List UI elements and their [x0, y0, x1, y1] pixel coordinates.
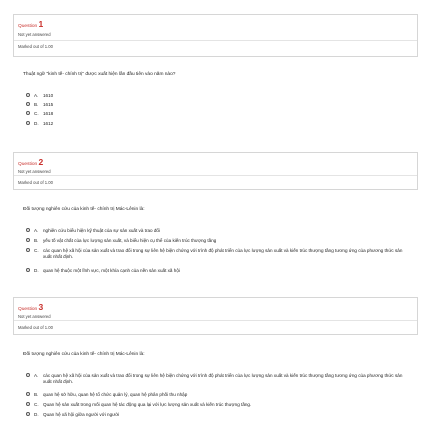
option-text: quan hệ sở hữu, quan hệ tổ chức quản lý, quan hệ phân phối thu nhập	[43, 391, 188, 397]
radio-button[interactable]	[26, 248, 30, 252]
radio-button[interactable]	[26, 121, 30, 125]
question-marks: Marked out of 1.00	[18, 325, 53, 330]
option-text: Quan hệ sản xuất trong mối quan hệ tác động qua lại với lực lượng sản xuất và kiến trúc thượng tầng.	[43, 401, 252, 407]
question-text: Đối tượng nghiên cứu của kinh tế- chính trị Mác-Lênin là:	[23, 207, 145, 212]
radio-button[interactable]	[26, 228, 30, 232]
radio-button[interactable]	[26, 102, 30, 106]
question-marks: Marked out of 1.00	[18, 180, 53, 185]
option-letter: C.	[34, 247, 39, 253]
option-letter: A.	[34, 227, 39, 233]
option-text: quan hệ thuộc một lĩnh vực, một khía cạnh của nền sản xuất xã hội	[43, 267, 180, 273]
divider	[14, 40, 417, 41]
option-text: 1615	[43, 101, 54, 107]
radio-button[interactable]	[26, 93, 30, 97]
question-text: Đối tượng nghiên cứu của kinh tế- chính trị Mác-Lênin là:	[23, 352, 145, 357]
option-letter: D.	[34, 411, 39, 417]
option-letter: C.	[34, 401, 39, 407]
radio-button[interactable]	[26, 111, 30, 115]
radio-button[interactable]	[26, 412, 30, 416]
question-text: Thuật ngữ "kinh tế- chính trị" được xuất hiện lần đầu tiên vào năm nào?	[23, 72, 176, 77]
radio-button[interactable]	[26, 238, 30, 242]
question-info-box	[13, 297, 418, 335]
question-number-label: Question 3	[18, 302, 44, 312]
option-text: các quan hệ xã hội của sản xuất và trao đổi trong sự liên hệ biện chứng với trình độ phát triển của lực lượng sản xuất và kiến trúc thượng tầng tương ứng của phương thức sản xuất nhất định.	[43, 372, 403, 384]
option-text: 1612	[43, 120, 54, 126]
question-number-label: Question 2	[18, 157, 44, 167]
question-number-label: Question 1	[18, 19, 44, 29]
option-letter: B.	[34, 391, 39, 397]
option-letter: B.	[34, 101, 39, 107]
question-marks: Marked out of 1.00	[18, 44, 53, 49]
divider	[14, 175, 417, 176]
question-info-box	[13, 152, 418, 190]
option-text: nghiên cứu biểu hiện kỹ thuật của sự sản xuất và trao đổi	[43, 227, 160, 233]
option-text: các quan hệ xã hội của sản xuất và trao đổi trong sự liên hệ biện chứng với trình độ phát triển của lực lượng sản xuất và kiến trúc thượng tầng tương ứng của phương thức sản xuất nhất định.	[43, 247, 403, 259]
option-letter: D.	[34, 267, 39, 273]
option-text: 1618	[43, 110, 54, 116]
question-status: Not yet answered	[18, 314, 51, 319]
question-status: Not yet answered	[18, 169, 51, 174]
option-letter: C.	[34, 110, 39, 116]
question-status: Not yet answered	[18, 32, 51, 37]
option-text: yếu tố vật chất của lực lượng sản xuất, và biểu hiện cụ thể của kiến trúc thượng tầng	[43, 237, 217, 243]
option-text: Quan hệ xã hội giữa người với người	[43, 411, 120, 417]
option-letter: B.	[34, 237, 39, 243]
option-letter: D.	[34, 120, 39, 126]
option-letter: A.	[34, 372, 39, 378]
radio-button[interactable]	[26, 268, 30, 272]
question-info-box	[13, 14, 418, 57]
radio-button[interactable]	[26, 392, 30, 396]
option-text: 1610	[43, 92, 54, 98]
divider	[14, 320, 417, 321]
option-letter: A.	[34, 92, 39, 98]
radio-button[interactable]	[26, 402, 30, 406]
radio-button[interactable]	[26, 373, 30, 377]
